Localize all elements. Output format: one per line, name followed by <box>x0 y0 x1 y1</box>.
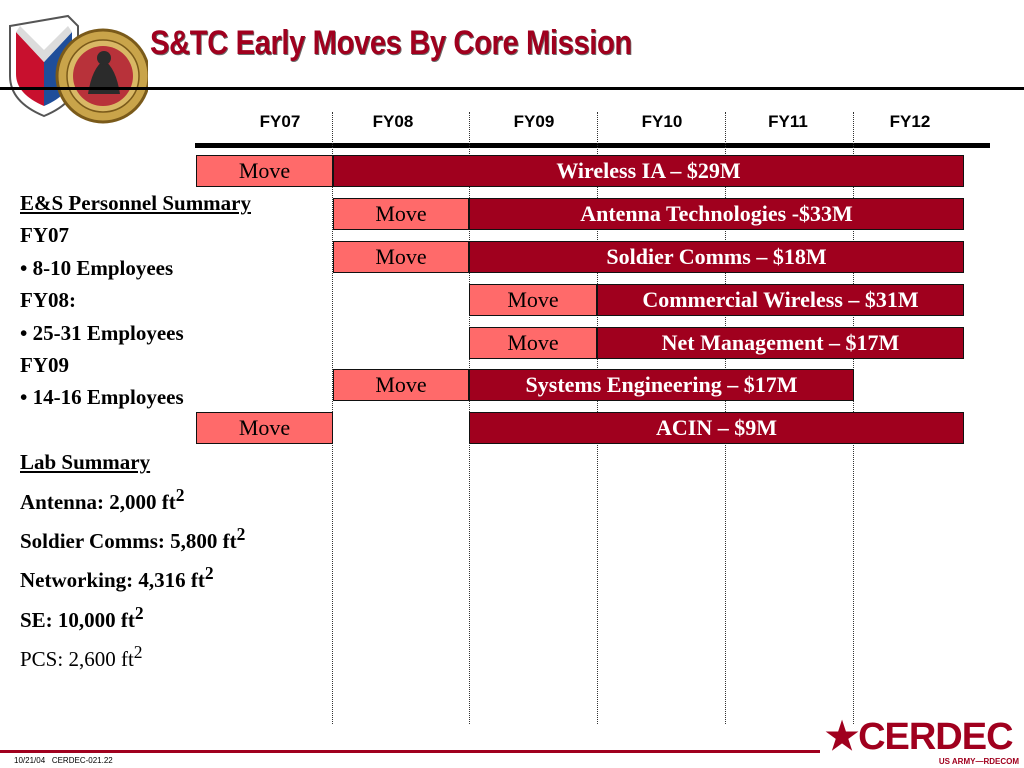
cerdec-tagline: US ARMY—RDECOM <box>938 757 1019 766</box>
lab-soldier-comms-sup: 2 <box>236 524 246 545</box>
personnel-summary-heading: E&S Personnel Summary <box>20 191 251 215</box>
program-bar-soldier-comms: Soldier Comms – $18M <box>469 241 964 273</box>
lab-networking-text: Networking: 4,316 ft <box>20 568 205 593</box>
personnel-fy08-value: • 25-31 Employees <box>20 320 184 345</box>
move-box-wireless-ia: Move <box>196 155 333 187</box>
summary-panel <box>20 187 251 676</box>
personnel-fy09-label: FY09 <box>20 353 69 378</box>
army-materiel-command-emblem <box>8 14 148 124</box>
lab-summary-antenna <box>20 479 251 518</box>
cerdec-wordmark <box>825 717 1013 757</box>
lab-networking-sup: 2 <box>204 563 214 584</box>
lab-soldier-comms-text: Soldier Comms: 5,800 ft <box>20 529 237 554</box>
lab-summary-heading: Lab Summary <box>20 450 151 475</box>
personnel-fy09-value: • 14-16 Employees <box>20 385 184 410</box>
fy-header-fy12: FY12 <box>889 112 931 131</box>
move-box-soldier-comms: Move <box>333 241 469 273</box>
lab-se-text: SE: 10,000 ft <box>20 607 135 632</box>
lab-antenna-sup: 2 <box>175 484 185 505</box>
lab-summary-soldier-comms <box>20 518 251 557</box>
lab-summary-pcs <box>20 636 251 675</box>
program-bar-wireless-ia: Wireless IA – $29M <box>333 155 964 187</box>
fy-header-fy11: FY11 <box>768 112 808 131</box>
fy-header-fy09: FY09 <box>513 112 555 131</box>
move-box-commercial-wireless: Move <box>469 284 597 316</box>
fy-header-fy07: FY07 <box>259 112 301 131</box>
lab-pcs-sup: 2 <box>133 642 143 663</box>
lab-summary-se <box>20 597 251 636</box>
move-box-net-management: Move <box>469 327 597 359</box>
footer-date: 10/21/04 <box>14 756 46 765</box>
cerdec-logo <box>825 717 1023 767</box>
move-box-antenna-technologies: Move <box>333 198 469 230</box>
lab-antenna-text: Antenna: 2,000 ft <box>20 489 176 514</box>
program-bar-commercial-wireless: Commercial Wireless – $31M <box>597 284 964 316</box>
move-box-systems-engineering: Move <box>333 369 469 401</box>
program-bar-systems-engineering: Systems Engineering – $17M <box>469 369 854 401</box>
lab-pcs-text: PCS: 2,600 ft <box>20 647 134 672</box>
move-box-acin: Move <box>196 412 333 444</box>
program-bar-net-management: Net Management – $17M <box>597 327 964 359</box>
fy-header-fy10: FY10 <box>641 112 683 131</box>
cerdec-name: CERDEC <box>858 716 1013 758</box>
summary-spacer <box>20 414 251 446</box>
program-bar-antenna-technologies: Antenna Technologies -$33M <box>469 198 964 230</box>
footer-divider <box>0 750 820 753</box>
star-icon: ★ <box>825 716 859 758</box>
fy-header-divider <box>195 143 990 148</box>
title-divider <box>0 87 1024 90</box>
lab-summary-networking <box>20 557 251 596</box>
program-bar-acin: ACIN – $9M <box>469 412 964 444</box>
lab-se-sup: 2 <box>134 602 144 623</box>
personnel-fy07-label: FY07 <box>20 223 69 248</box>
fy-header-fy08: FY08 <box>372 112 414 131</box>
footer-text <box>14 756 113 765</box>
personnel-fy07-value: • 8-10 Employees <box>20 255 174 280</box>
page-title: S&TC Early Moves By Core Mission <box>150 24 632 62</box>
footer-doc-id: CERDEC-021.22 <box>51 756 113 765</box>
personnel-fy08-label: FY08: <box>20 288 76 313</box>
